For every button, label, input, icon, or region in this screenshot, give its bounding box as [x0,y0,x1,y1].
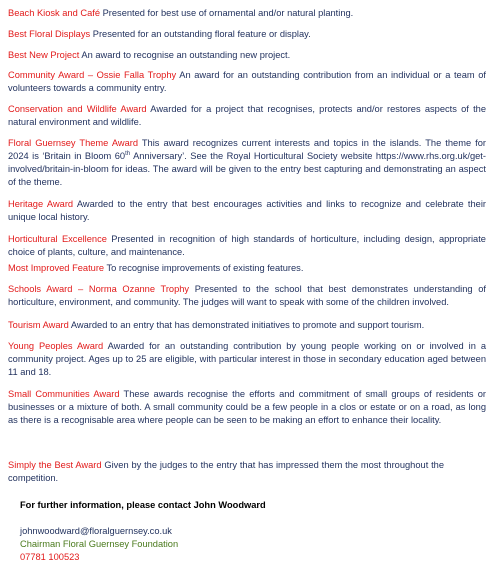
award-name: Best Floral Displays [8,29,91,39]
award-description: Awarded for an outstanding contribution by young people working on or involved in a community project. Ages up to 25 are eligible, with particular interest in those in secondary education aged between 11 and 18. [8,341,486,377]
award-name: Simply the Best Award [8,460,102,470]
award-description: Presented for an outstanding floral feature or display. [90,29,311,39]
award-description: Awarded to the entry that best encourages activities and links to recognize and celebrate their unique local history. [8,199,486,222]
award-schools [8,283,486,309]
award-floral-guernsey-theme [8,137,486,189]
award-name: Heritage Award [8,199,74,209]
award-description: An award to recognise an outstanding new project. [79,50,291,60]
award-name: Schools Award – Norma Ozanne Trophy [8,284,190,294]
award-small-communities [8,388,486,427]
award-name: Tourism Award [8,320,69,330]
award-young-peoples [8,340,486,379]
contact-phone: 07781 100523 [20,552,80,562]
award-name: Conservation and Wildlife Award [8,104,147,114]
award-description: Presented for best use of ornamental and/or natural planting. [100,8,354,18]
award-best-new-project [8,49,486,62]
award-tourism [8,319,486,332]
ordinal-superscript: th [125,150,131,157]
award-most-improved-feature [8,262,486,275]
award-conservation-wildlife [8,103,486,129]
award-best-floral-displays [8,28,486,41]
award-description: An award for an outstanding contribution from an individual or a team of volunteers towards a community entry. [8,70,486,93]
award-description: These awards recognise the efforts and commitment of small groups of residents or businesses or a mixture of both. A small community could be a few people in a clos or estate or on a road, as long as there is a recognisable area where people can be seen to be making an effort to enhance their locality. [8,389,486,425]
award-name: Floral Guernsey Theme Award [8,138,139,148]
award-description: Given by the judges to the entry that has impressed them the most throughout the competition. [8,460,445,483]
award-description: To recognise improvements of existing features. [104,263,304,273]
contact-email: johnwoodward@floralguernsey.co.uk [20,526,172,536]
award-description: Awarded to an entry that has demonstrated initiatives to promote and support tourism. [68,320,425,330]
award-horticultural-excellence [8,233,486,259]
award-name: Community Award – Ossie Falla Trophy [8,70,177,80]
award-description: Presented to the school that best demonstrates understanding of horticulture, environment, and community. The judges will want to speak with some of the children involved. [8,284,486,307]
award-description: This award recognizes current interests and topics in the islands. The theme for 2024 is ‘Britain in Bloom 60 [8,138,486,161]
award-simply-the-best [8,459,444,485]
award-name: Small Communities Award [8,389,120,399]
award-description: Awarded for a project that recognises, protects and/or restores aspects of the natural environment and wildlife. [8,104,486,127]
award-name: Most Improved Feature [8,263,105,273]
award-name: Beach Kiosk and Café [8,8,100,18]
award-description-cont: Anniversary’. See the Royal Horticultural Society website https://www.rhs.org.uk/get-involved/britain-in-bloom for ideas. The award will be given to the entry best capturing and demonstrating an aspect of the theme. [8,151,486,187]
award-description: Presented in recognition of high standards of horticulture, including design, appropriate choice of plants, culture, and maintenance. [8,234,486,257]
award-beach-kiosk [8,7,486,20]
contact-role: Chairman Floral Guernsey Foundation [20,539,179,549]
award-name: Best New Project [8,50,80,60]
award-name: Young Peoples Award [8,341,104,351]
award-heritage [8,198,486,224]
award-name: Horticultural Excellence [8,234,107,244]
award-community [8,69,486,95]
contact-heading: For further information, please contact John Woodward [20,500,266,510]
